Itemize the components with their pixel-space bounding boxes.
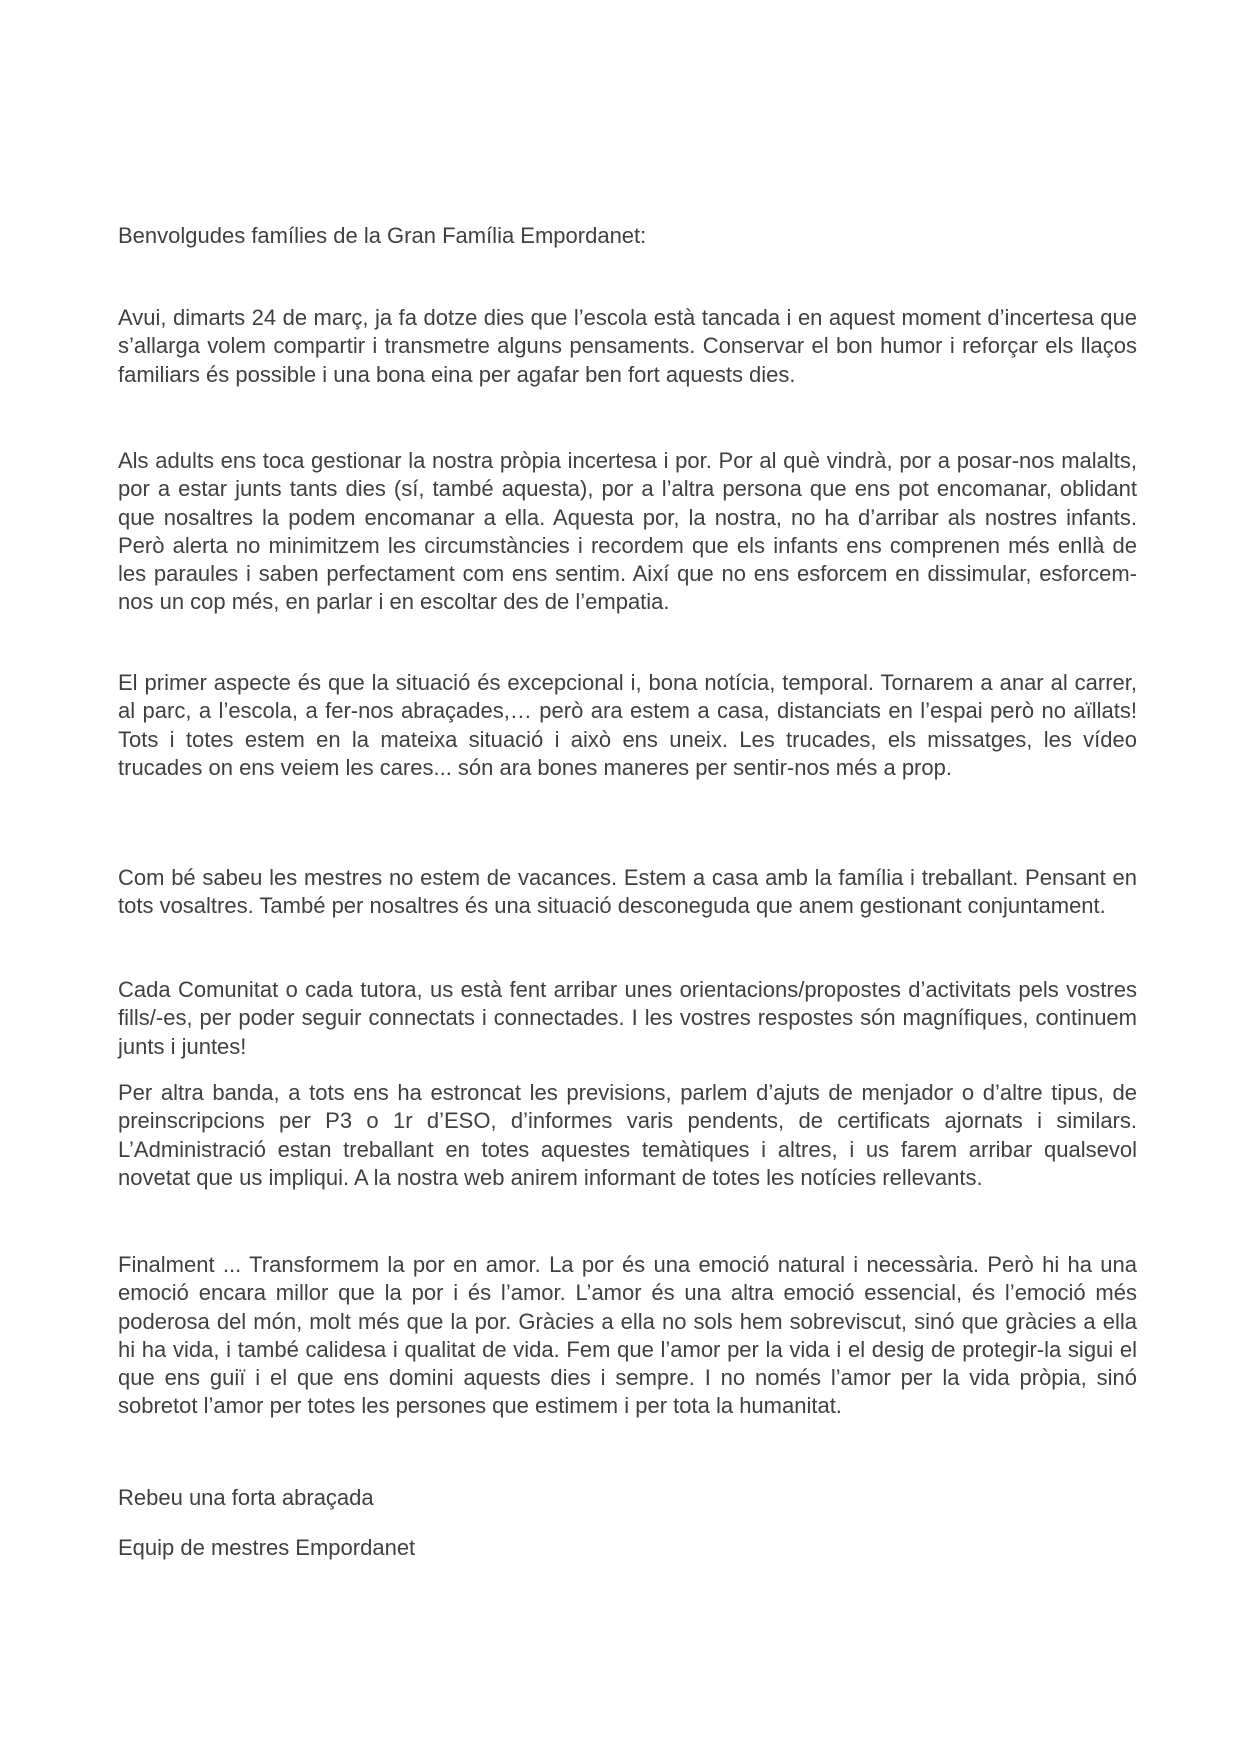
paragraph-fear-into-love: Finalment ... Transformem la por en amor. La por és una emoció natural i necessària. Però hi ha una emoció encara millor que la por i és l’amor. L’amor és una altra emoció essencial, és l’emoció més poderosa del món, molt més que la por. Gràcies a ella no sols hem sobreviscut, sinó que gràcies a ella hi ha vida, i també calidesa i qualitat de vida. Fem que l’amor per la vida i el desig de protegir-la sigui el que ens guiï i el que ens domini aquests dies i sempre. I no només l’amor per la vida pròpia, sinó sobretot l’amor per totes les persones que estimem i per tota la humanitat. (118, 1252, 1137, 1419)
paragraph-school-closure: Avui, dimarts 24 de març, ja fa dotze dies que l’escola està tancada i en aquest moment d’incertesa que s’allarga volem compartir i transmetre alguns pensaments. Conservar el bon humor i reforçar els llaços familiars és possible i una bona eina per agafar ben fort aquests dies. (118, 305, 1137, 387)
letter-closing: Rebeu una forta abraçada (118, 1485, 374, 1510)
paragraph-administration-updates: Per altra banda, a tots ens ha estroncat les previsions, parlem d’ajuts de menjador o d’altre tipus, de preinscripcions per P3 o 1r d’ESO, d’informes varis pendents, de certificats ajornats i similars. L’Administració estan treballant en totes aquestes temàtiques i altres, i us farem arribar qualsevol novetat que us impliqui. A la nostra web anirem informant de totes les notícies rellevants. (118, 1080, 1137, 1190)
letter-greeting: Benvolgudes famílies de la Gran Família Empordanet: (118, 223, 647, 248)
letter-signature: Equip de mestres Empordanet (118, 1535, 416, 1560)
paragraph-temporary-situation: El primer aspecte és que la situació és excepcional i, bona notícia, temporal. Tornarem a anar al carrer, al parc, a l’escola, a fer-nos abraçades,… però ara estem a casa, distanciats en l’espai però no aïllats! Tots i totes estem en la mateixa situació i això ens uneix. Les trucades, els missatges, les vídeo trucades on ens veiem les cares... són ara bones maneres per sentir-nos més a prop. (118, 670, 1137, 780)
paragraph-managing-fear: Als adults ens toca gestionar la nostra pròpia incertesa i por. Por al què vindrà, por a posar-nos malalts, por a estar junts tants dies (sí, també aquesta), por a l’altra persona que ens pot encomanar, oblidant que nosaltres la podem encomanar a ella. Aquesta por, la nostra, no ha d’arribar als nostres infants. Però alerta no minimitzem les circumstàncies i recordem que els infants ens comprenen més enllà de les paraules i saben perfectament com ens sentim. Així que no ens esforcem en dissimular, esforcem-nos un cop més, en parlar i en escoltar des de l’empatia. (118, 448, 1137, 615)
paragraph-teachers-working: Com bé sabeu les mestres no estem de vacances. Estem a casa amb la família i treballant. Pensant en tots vosaltres. També per nosaltres és una situació desconeguda que anem gestionant conjuntament. (118, 865, 1137, 919)
paragraph-activity-proposals: Cada Comunitat o cada tutora, us està fent arribar unes orientacions/propostes d’activitats pels vostres fills/-es, per poder seguir connectats i connectades. I les vostres respostes són magnífiques, continuem junts i juntes! (118, 977, 1137, 1059)
